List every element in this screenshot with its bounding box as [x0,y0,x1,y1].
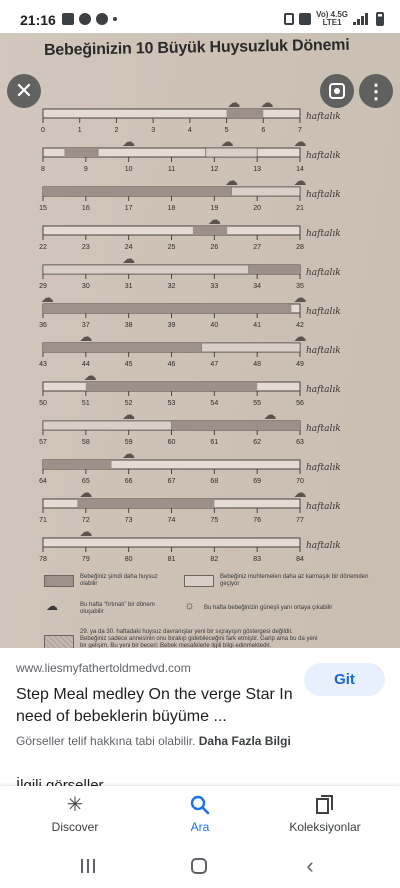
lock-icon [284,13,294,25]
go-button[interactable]: Git [304,663,385,696]
storm-cloud-icon: ☁ [260,96,274,111]
week-tick-label: 46 [167,361,176,368]
week-tick-label: 40 [210,322,219,329]
fussy-period-band [86,382,257,391]
week-tick-label: 12 [210,166,219,173]
week-tick-label: 6 [261,127,266,134]
system-navigation [0,844,400,888]
week-tick-label: 60 [167,439,176,446]
calm-period-band [43,421,172,430]
storm-cloud-icon: ☁ [293,486,307,501]
mute-icon [299,13,311,25]
legend-storm-text: Bu hafta “fırtınalı” bir dönem oluşabilir [80,602,155,615]
storm-cloud-icon: ☁ [293,174,307,189]
week-word-label: haftalık [306,346,341,356]
close-button[interactable] [7,74,41,108]
week-word-label: haftalık [306,268,341,278]
result-card [0,648,400,786]
home-button[interactable] [189,856,209,876]
storm-cloud-icon: ☁ [227,96,241,111]
nav-discover-label: Discover [51,820,99,834]
calm-period-band [201,343,300,352]
fussy-period-band [77,499,214,508]
image-viewer[interactable] [0,33,400,648]
fussy-period-band [43,460,112,469]
recent-apps-icon [81,859,83,873]
week-word-label: haftalık [306,307,341,317]
storm-cloud-icon: ☁ [293,291,307,306]
fussy-period-band [249,265,300,274]
storm-cloud-icon: ☁ [122,252,136,267]
week-tick-label: 52 [124,400,133,407]
nav-collections-label: Koleksiyonlar [289,820,361,834]
week-tick-label: 32 [167,283,176,290]
week-tick-label: 4 [187,127,192,134]
legend-sun-text: Bu hafta bebeğinizin güneşli yanı ortaya çıkabilir [204,605,333,611]
week-word-label: haftalık [306,541,341,551]
storm-cloud-icon: ☁ [79,486,93,501]
legend-note-text: 29. ya da 30. haftadaki huysuz davranışlar yeni bir sıçrayışın göstergesi değildir. Bebeğiniz sadece annesinin onu bırakıp gidebileceğini fark etmiştir. Garip ama bu da yeni bir gelişim. Bu yeni bir beceri: Bebek mesafelerle ilgili bilgi edinmektedir. [80,629,318,648]
fussy-period-band [43,343,201,352]
notification-icons [62,13,117,25]
week-tick-label: 1 [77,127,82,134]
week-tick-label: 66 [124,478,133,485]
week-tick-label: 37 [81,322,90,329]
week-tick-label: 36 [39,322,47,329]
week-tick-label: 17 [124,205,133,212]
week-tick-label: 29 [39,283,47,290]
week-tick-label: 65 [81,478,90,485]
week-tick-label: 63 [296,439,304,446]
week-tick-label: 11 [167,166,176,173]
nav-discover[interactable] [20,794,130,834]
result-title[interactable]: Step Meal medley On the verge Star In need of bebeklerin büyüme ... [16,686,293,725]
nav-search[interactable] [145,794,255,834]
week-tick-label: 75 [210,517,219,524]
week-tick-label: 51 [81,400,90,407]
week-tick-label: 56 [296,400,304,407]
week-tick-label: 18 [167,205,176,212]
week-tick-label: 3 [151,127,156,134]
week-tick-label: 71 [39,517,47,524]
week-tick-label: 26 [210,244,219,251]
calm-period-band [231,187,300,196]
legend-dark-swatch [44,575,74,587]
image-title: Bebeğinizin 10 Büyük Huysuzluk Dönemi [43,36,350,59]
week-tick-label: 10 [124,166,133,173]
fussy-period-band [43,304,291,313]
week-tick-label: 8 [41,166,45,173]
week-tick-label: 20 [253,205,262,212]
image-icon [62,13,74,25]
legend-note-swatch [44,635,74,648]
lens-button[interactable] [320,74,354,108]
recent-apps-button[interactable] [77,856,99,876]
nav-search-label: Ara [190,820,210,834]
signal-icon [353,13,371,25]
week-tick-label: 23 [81,244,90,251]
more-vertical-icon: ⋮ [366,80,386,103]
week-tick-label: 44 [81,361,90,368]
week-tick-label: 59 [124,439,133,446]
week-tick-label: 16 [81,205,90,212]
status-right [284,11,384,27]
home-icon [191,858,207,874]
storm-cloud-icon: ☁ [293,135,307,150]
timeline-chart [0,33,400,648]
week-tick-label: 5 [224,127,229,134]
week-tick-label: 30 [81,283,90,290]
timeline-bar [43,226,300,235]
week-tick-label: 2 [114,127,119,134]
week-word-label: haftalık [306,502,341,512]
more-options-button[interactable] [359,74,393,108]
week-tick-label: 24 [124,244,133,251]
week-tick-label: 7 [298,127,302,134]
week-tick-label: 78 [39,556,47,563]
legend-light-text: Bebeğiniz muhtemelen daha az karmaşık bir dönemden geçiyor [220,574,369,587]
week-word-label: haftalık [306,424,341,434]
week-tick-label: 62 [253,439,262,446]
week-tick-label: 39 [167,322,176,329]
week-tick-label: 33 [210,283,219,290]
week-tick-label: 21 [296,205,304,212]
storm-cloud-icon: ☁ [79,330,93,345]
storm-cloud-icon: ☁ [40,291,54,306]
fussy-period-band [43,187,231,196]
storm-cloud-icon: ☁ [207,213,221,228]
storm-cloud-icon: ☁ [46,599,58,613]
week-tick-label: 19 [210,205,219,212]
week-word-label: haftalık [306,190,341,200]
week-tick-label: 0 [41,127,45,134]
storm-cloud-icon: ☁ [293,330,307,345]
bookmark-icon [270,794,380,816]
week-tick-label: 47 [210,361,219,368]
source-url[interactable]: www.liesmyfathertoldmedvd.com [16,661,191,675]
week-tick-label: 58 [81,439,90,446]
storm-cloud-icon: ☁ [263,408,277,423]
week-tick-label: 27 [253,244,262,251]
week-tick-label: 54 [210,400,219,407]
week-tick-label: 45 [124,361,133,368]
week-tick-label: 34 [253,283,262,290]
week-tick-label: 73 [124,517,133,524]
storm-cloud-icon: ☁ [122,408,136,423]
week-word-label: haftalık [306,112,341,122]
week-word-label: haftalık [306,229,341,239]
legend-dark-text: Bebeğiniz şimdi daha huysuz olabilir [80,574,158,587]
week-tick-label: 35 [296,283,304,290]
week-tick-label: 53 [167,400,176,407]
week-tick-label: 41 [253,322,262,329]
storm-cloud-icon: ☁ [220,135,234,150]
back-button[interactable] [300,853,320,878]
network-indicator [316,11,348,27]
week-tick-label: 57 [39,439,47,446]
week-tick-label: 74 [167,517,176,524]
storm-cloud-icon: ☁ [83,369,97,384]
week-tick-label: 42 [296,322,304,329]
week-tick-label: 43 [39,361,47,368]
fussy-period-band [64,148,98,157]
status-time: 21:16 [20,12,56,28]
week-tick-label: 77 [296,517,304,524]
week-tick-label: 14 [296,166,304,173]
week-tick-label: 9 [83,166,88,173]
week-tick-label: 28 [296,244,304,251]
legend-light-swatch [184,575,214,587]
week-tick-label: 68 [210,478,219,485]
week-tick-label: 80 [124,556,133,563]
week-tick-label: 69 [253,478,262,485]
storm-cloud-icon: ☁ [224,174,238,189]
week-tick-label: 70 [296,478,304,485]
storm-cloud-icon: ☁ [122,447,136,462]
search-icon [145,794,255,816]
week-tick-label: 72 [81,517,90,524]
chrome-icon [96,13,108,25]
week-word-label: haftalık [306,463,341,473]
dot-icon [113,17,117,21]
week-tick-label: 50 [39,400,47,407]
week-tick-label: 76 [253,517,262,524]
calm-period-band [43,265,249,274]
week-tick-label: 55 [253,400,262,407]
week-tick-label: 38 [124,322,133,329]
week-tick-label: 79 [81,556,90,563]
copyright-text: Görseller telif hakkına tabi olabilir. [16,734,196,748]
storm-cloud-icon: ☁ [79,525,93,540]
sun-icon: ☼ [184,598,195,612]
fussy-period-band [172,421,301,430]
week-tick-label: 25 [167,244,176,251]
week-tick-label: 81 [167,556,176,563]
week-tick-label: 31 [124,283,133,290]
copyright-notice [16,734,291,748]
week-tick-label: 49 [296,361,304,368]
lens-icon [329,83,345,99]
week-tick-label: 84 [296,556,304,563]
network-top-label: Vo) 4.5G [316,10,348,19]
week-tick-label: 82 [210,556,219,563]
more-info-link[interactable]: Daha Fazla Bilgi [198,734,291,748]
close-icon: ✕ [14,78,34,103]
bottom-navigation [0,786,400,844]
week-tick-label: 22 [39,244,47,251]
week-tick-label: 15 [39,205,47,212]
back-icon: ‹ [306,853,314,878]
asterisk-icon: ✳ [66,794,84,816]
week-tick-label: 61 [210,439,219,446]
week-word-label: haftalık [306,151,341,161]
week-tick-label: 13 [253,166,262,173]
storm-cloud-icon: ☁ [122,135,136,150]
pinterest-icon [79,13,91,25]
week-tick-label: 67 [167,478,176,485]
week-tick-label: 83 [253,556,262,563]
nav-collections[interactable] [270,794,380,834]
network-bottom-label: LTE1 [322,18,342,27]
week-tick-label: 64 [39,478,47,485]
week-word-label: haftalık [306,385,341,395]
week-tick-label: 48 [253,361,262,368]
battery-icon [376,12,384,26]
